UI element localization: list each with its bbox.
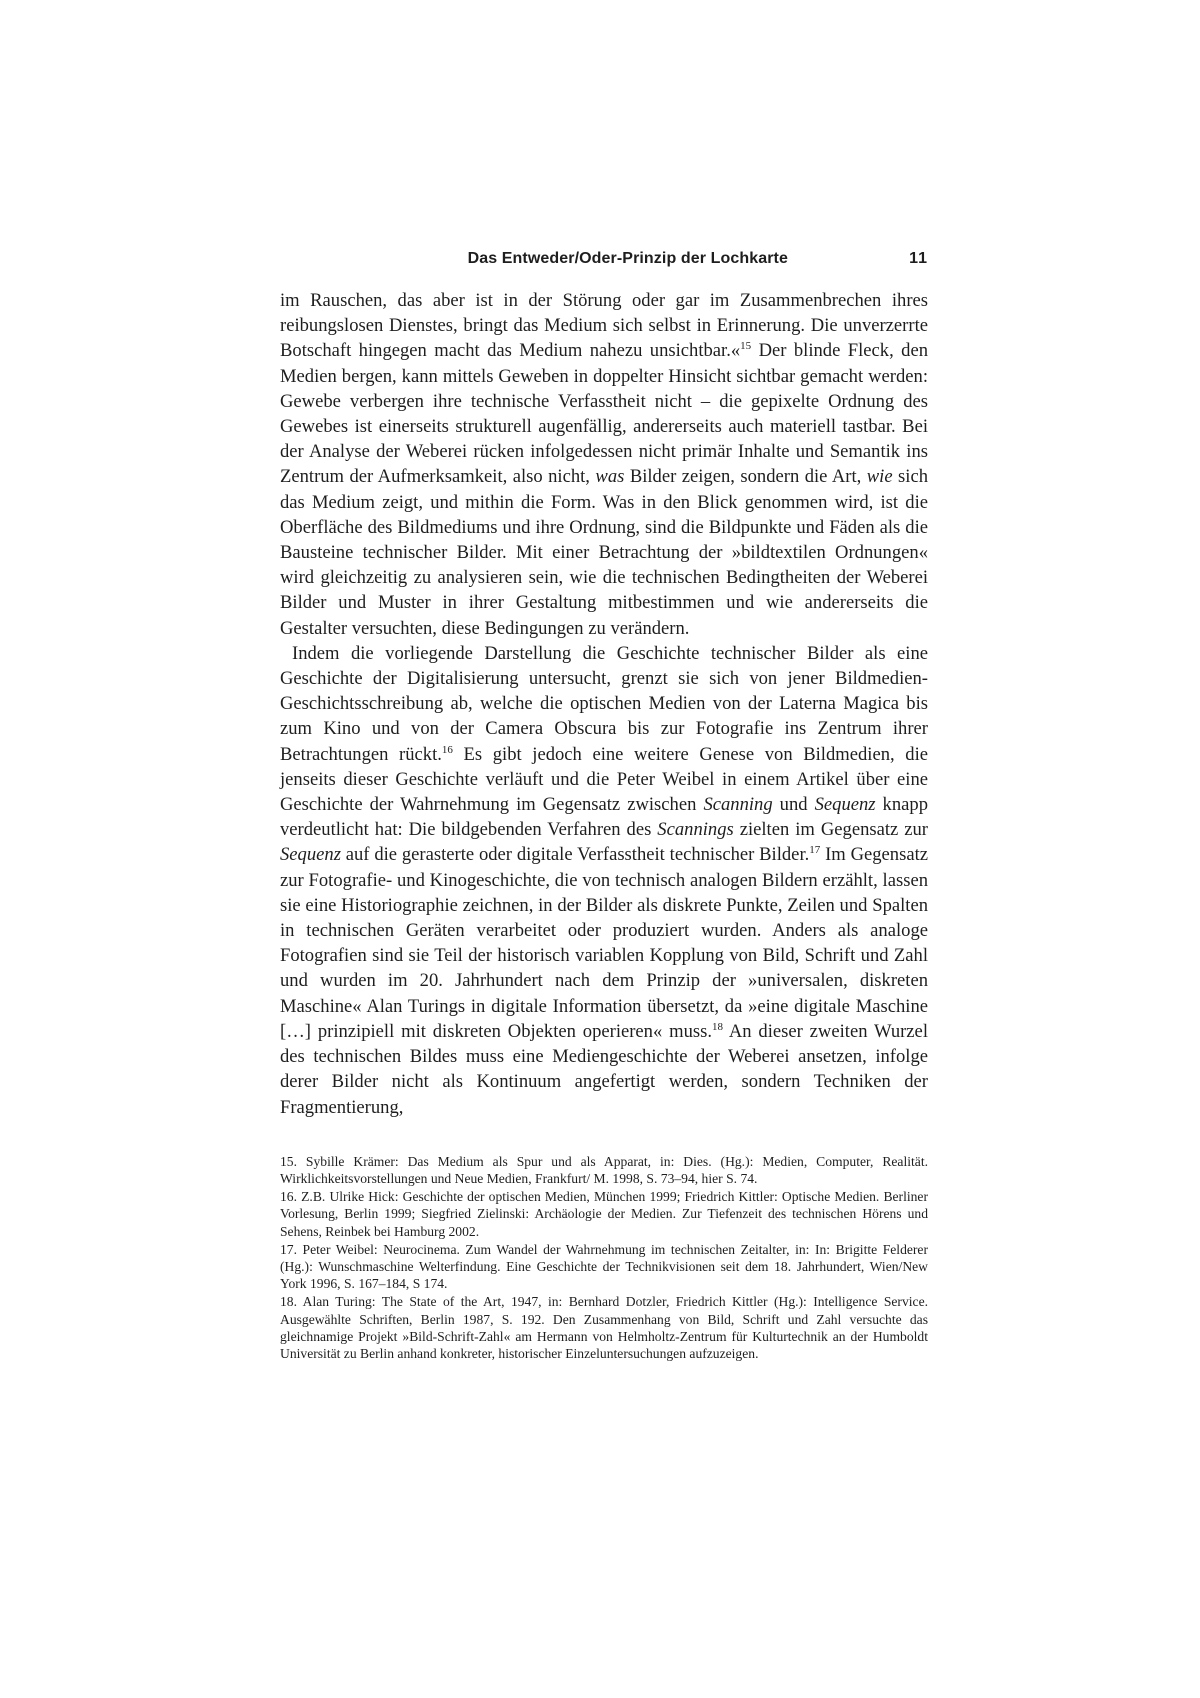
emphasis-wie: wie: [866, 466, 893, 488]
page-number: 11: [909, 250, 928, 267]
paragraph-text: An dieser zweiten Wurzel des technischen Bildes muss eine Mediengeschichte der Weberei ansetzen, infolge derer Bilder nicht als Kontinuum angefertigt werden, sondern Techniken der Fragmentierung,: [280, 1020, 928, 1118]
paragraph-text: Der blinde Fleck, den Medien bergen, kann mittels Geweben in doppelter Hinsicht sichtbar gemacht werden: Gewebe verbergen ihre technische Verfasstheit nicht – die gepixelte Ordnung des Gewebes ist einerseits strukturell augenfällig, andererseits auch materiell tastbar. Bei der Analyse der Weberei rücken infolgedessen nicht primär Inhalte und Semantik ins Zentrum der Aufmerksamkeit, also nicht,: [280, 340, 928, 488]
body-text: [280, 288, 928, 1120]
paragraph-text: knapp verdeutlicht hat: Die bildgebenden Verfahren des: [280, 794, 929, 841]
running-title: Das Entweder/Oder-Prinzip der Lochkarte: [467, 250, 788, 267]
book-page: [280, 250, 928, 1363]
emphasis-sequenz: Sequenz: [280, 844, 341, 866]
footnote-ref-15[interactable]: 15: [740, 340, 752, 353]
footnote-ref-16[interactable]: 16: [441, 743, 453, 756]
running-head: [280, 250, 928, 276]
emphasis-sequenz: Sequenz: [814, 794, 876, 816]
paragraph-text: Bilder zeigen, sondern die Art,: [624, 466, 867, 488]
footnote-16: 16. Z.B. Ulrike Hick: Geschichte der optischen Medien, München 1999; Friedrich Kittler: Optische Medien. Berliner Vorlesung, Berlin 1999; Siegfried Zielinski: Archäologie der Medien. Zur Tiefenzeit des technischen Hörens und Sehens, Reinbek bei Hamburg 2002.: [280, 1189, 928, 1239]
paragraph-text: Indem die vorliegende Darstellung die Geschichte technischer Bilder als eine Geschichte der Digitalisierung untersucht, grenzt sie sich von jener Bildmedien-Geschichtsschreibung ab, welche die optischen Medien von der Laterna Magica bis zum Kino und von der Camera Obscura bis zur Fotografie ins Zentrum ihrer Betrachtungen rückt.: [280, 642, 928, 765]
paragraph-text: auf die gerasterte oder digitale Verfasstheit technischer Bilder.: [340, 844, 810, 866]
paragraph-text: und: [772, 794, 815, 816]
paragraph-text: Im Gegensatz zur Fotografie- und Kinogeschichte, die von technisch analogen Bildern erzählt, lassen sie eine Historiographie zeichnen, in der Bilder als diskrete Punkte, Zeilen und Spalten in technischen Geräten verarbeitet oder produziert wurden. Anders als analoge Fotografien sind sie Teil der historisch variablen Kopplung von Bild, Schrift und Zahl und wurden im 20. Jahrhundert nach dem Prinzip der »universalen, diskreten Maschine« Alan Turings in digitale Information übersetzt, da »eine digitale Maschine […] prinzipiell mit diskreten Objekten operieren« muss.: [280, 844, 929, 1042]
paragraph-text: Es gibt jedoch eine weitere Genese von Bildmedien, die jenseits dieser Geschichte verläuft und die Peter Weibel in einem Artikel über eine Geschichte der Wahrnehmung im Gegensatz zwischen: [280, 743, 928, 816]
emphasis-was: was: [595, 466, 625, 488]
footnote-18: 18. Alan Turing: The State of the Art, 1947, in: Bernhard Dotzler, Friedrich Kittler (Hg.): Intelligence Service. Ausgewählte Schriften, Berlin 1987, S. 192. Den Zusammenhang von Bild, Schrift und Zahl versuchte das gleichnamige Projekt »Bild-Schrift-Zahl« am Hermann von Helmholtz-Zentrum für Kulturtechnik an der Humboldt Universität zu Berlin anhand konkreter, historischer Einzeluntersuchungen aufzuzeigen.: [280, 1294, 928, 1361]
footnote-15: 15. Sybille Krämer: Das Medium als Spur und als Apparat, in: Dies. (Hg.): Medien, Computer, Realität. Wirklichkeitsvorstellungen und Neue Medien, Frankfurt/ M. 1998, S. 73–94, hier S. 74.: [280, 1153, 928, 1186]
paragraph-text: sich das Medium zeigt, und mithin die Form. Was in den Blick genommen wird, ist die Oberfläche des Bildmediums und ihre Ordnung, sind die Bildpunkte und Fäden als die Bausteine technischer Bilder. Mit einer Betrachtung der »bildtextilen Ordnungen« wird gleichzeitig zu analysieren sein, wie die technischen Bedingtheiten der Weberei Bilder und Muster in ihrer Gestaltung mitbestimmen und wie andererseits die Gestalter versuchten, diese Bedingungen zu verändern.: [280, 466, 928, 639]
emphasis-scannings: Scannings: [657, 819, 734, 841]
footnote-ref-18[interactable]: 18: [712, 1020, 724, 1033]
footnote-17: 17. Peter Weibel: Neurocinema. Zum Wandel der Wahrnehmung im technischen Zeitalter, in: In: Brigitte Felderer (Hg.): Wunschmaschine Welterfindung. Eine Geschichte der Technikvisionen seit dem 18. Jahrhundert, Wien/New York 1996, S. 167–184, S 174.: [280, 1241, 928, 1292]
paragraph-text: zielten im Gegensatz zur: [733, 819, 928, 841]
paragraph-2: [280, 641, 928, 1120]
paragraph-text: im Rauschen, das aber ist in der Störung oder gar im Zusammenbrechen ihres reibungslosen Dienstes, bringt das Medium sich selbst in Erinnerung. Die unverzerrte Botschaft hingegen macht das Medium nahezu unsichtbar.«: [280, 290, 928, 362]
emphasis-scanning: Scanning: [703, 794, 773, 816]
paragraph-1: [280, 288, 928, 641]
footnote-ref-17[interactable]: 17: [809, 844, 821, 857]
footnotes: [280, 1153, 928, 1362]
